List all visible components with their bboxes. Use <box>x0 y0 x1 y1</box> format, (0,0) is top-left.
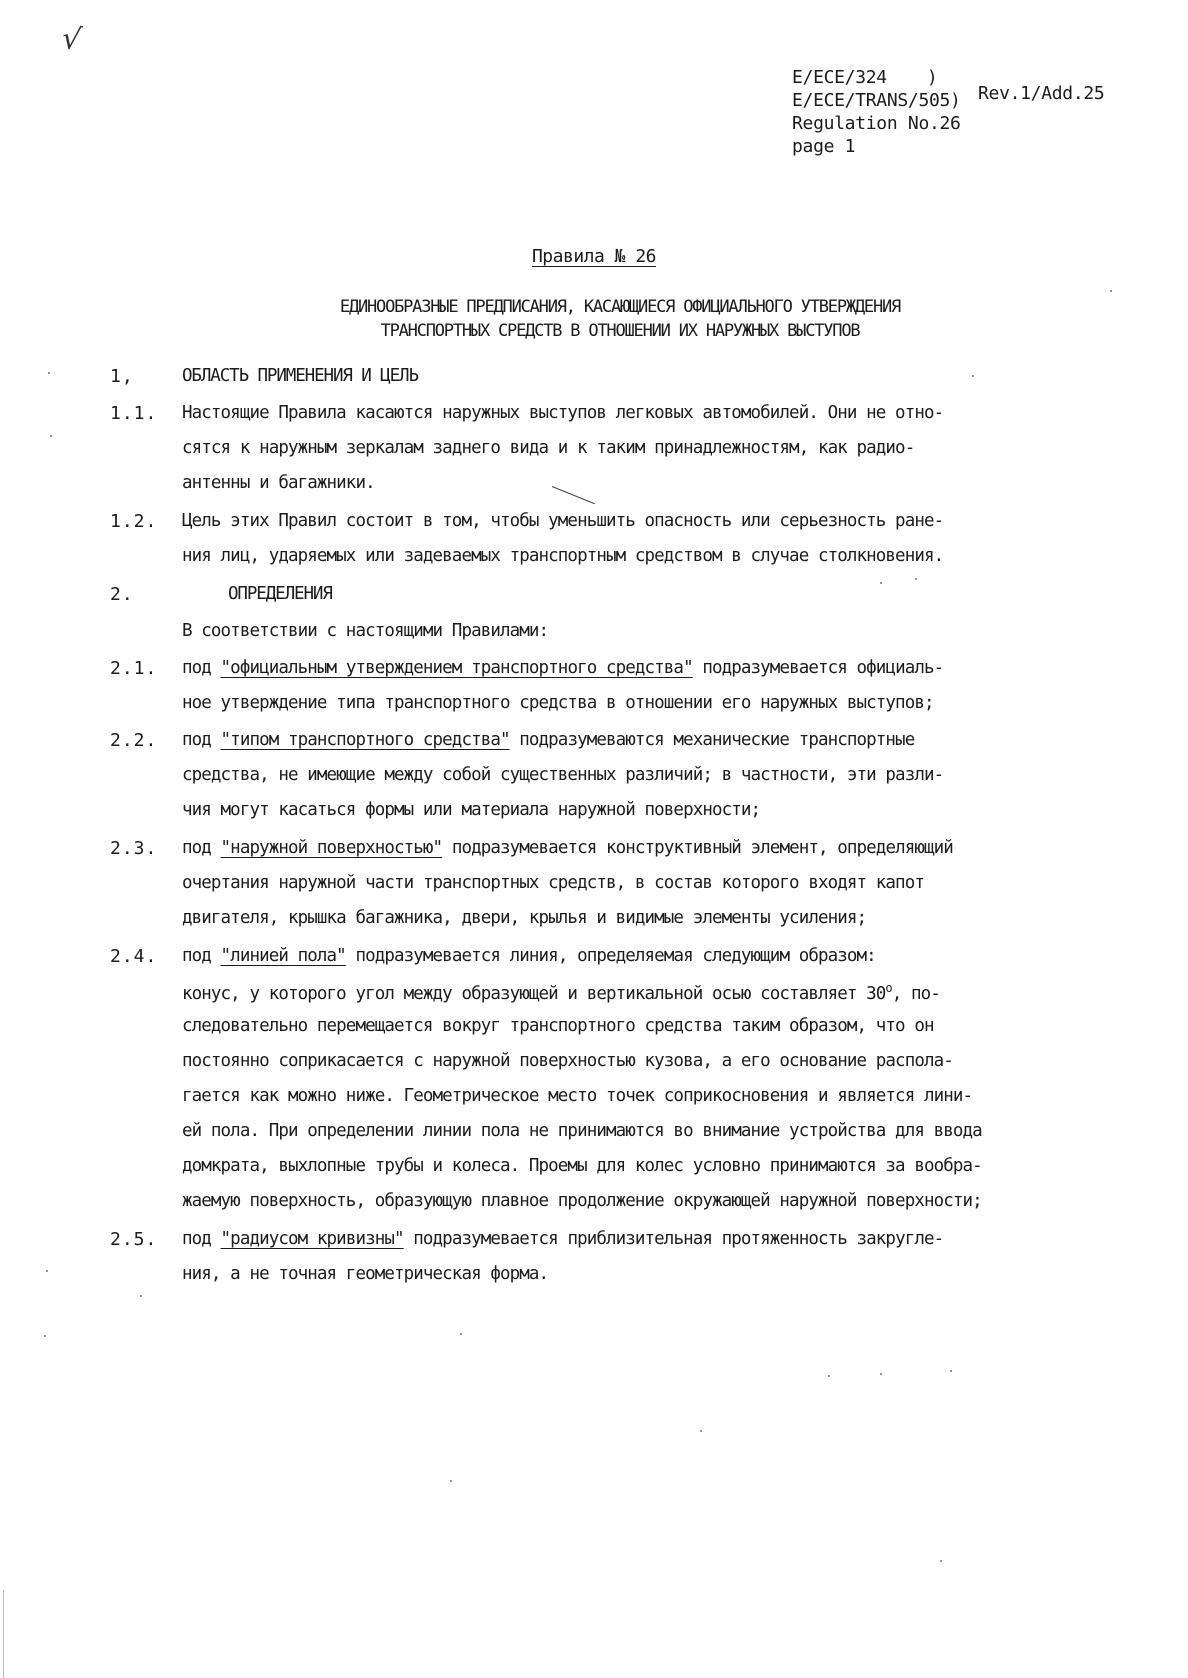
paragraph-2-4-line-3: следовательно перемещается вокруг транспортного средства таким образом, что он <box>182 1016 934 1036</box>
paragraph-2-1-line-1: под "официальным утверждением транспортного средства" подразумевается официаль- <box>182 658 944 678</box>
paragraph-1-2-line-2: ния лиц, ударяемых или задеваемых транспортным средством в случае столкновения. <box>182 546 944 566</box>
section-2-intro: В соответствии с настоящими Правилами: <box>182 621 549 641</box>
paragraph-1-1-line-3: антенны и багажники. <box>182 473 375 493</box>
section-number-1: 1, <box>110 366 134 387</box>
paragraph-number-1-1: 1.1. <box>110 403 158 424</box>
page-title: Правила № 26 <box>531 246 657 267</box>
scan-speck <box>460 1333 462 1335</box>
paragraph-2-2-line-3: чия могут касаться формы или материала наружной поверхности; <box>182 800 761 820</box>
paragraph-2-4-line-1: под "линией пола" подразумевается линия, определяемая следующим образом: <box>182 946 876 966</box>
symbol-regulation: Regulation No.26 <box>792 113 961 134</box>
symbol-line-1: E/ECE/324 ) <box>792 67 938 88</box>
margin-check-mark: √ <box>59 20 84 59</box>
paragraph-number-2-3: 2.3. <box>110 838 158 859</box>
paragraph-2-4-line-6: ей пола. При определении линии пола не принимаются во внимание устройства для ввода <box>182 1121 982 1141</box>
paragraph-1-1-line-2: сятся к наружным зеркалам заднего вида и к таким принадлежностям, как радио- <box>182 438 915 458</box>
paragraph-2-5-line-2: ния, а не точная геометрическая форма. <box>182 1264 549 1284</box>
scan-speck <box>972 375 974 377</box>
term-floor-line: "линией пола" <box>220 946 346 966</box>
scan-speck <box>880 582 882 584</box>
symbol-line-2: E/ECE/TRANS/505) <box>792 90 961 111</box>
section-number-2: 2. <box>110 584 134 605</box>
paragraph-2-1-line-2: ное утверждение типа транспортного средства в отношении его наружных выступов; <box>182 693 934 713</box>
pen-stroke-mark <box>552 486 595 504</box>
scan-edge-line <box>3 1590 4 1678</box>
paragraph-2-5-line-1: под "радиусом кривизны" подразумевается приблизительная протяженность закругле- <box>182 1229 944 1249</box>
paragraph-number-2-2: 2.2. <box>110 730 158 751</box>
subtitle-line-1: ЕДИНООБРАЗНЫЕ ПРЕДПИСАНИЯ, КАСАЮЩИЕСЯ ОФИЦИАЛЬНОГО УТВЕРЖДЕНИЯ <box>339 297 901 317</box>
paragraph-2-4-line-8: жаемую поверхность, образующую плавное продолжение окружающей наружной поверхности; <box>182 1191 982 1211</box>
paragraph-2-4-line-2: конус, у которого угол между образующей и вертикальной осью составляет $30^о$, по- <box>182 981 940 1004</box>
paragraph-2-4-line-5: гается как можно ниже. Геометрическое место точек соприкосновения и является лини- <box>182 1086 973 1106</box>
scan-speck <box>1110 290 1112 292</box>
paragraph-2-3-line-1: под "наружной поверхностью" подразумевается конструктивный элемент, определяющий <box>182 838 953 858</box>
paragraph-number-2-5: 2.5. <box>110 1229 158 1250</box>
paragraph-number-2-4: 2.4. <box>110 946 158 967</box>
term-radius-of-curvature: "радиусом кривизны" <box>220 1229 404 1249</box>
scan-speck <box>915 578 917 580</box>
document-subtitle <box>190 295 1050 343</box>
section-heading-1: ОБЛАСТЬ ПРИМЕНЕНИЯ И ЦЕЛЬ <box>182 366 418 386</box>
scan-speck <box>450 1480 452 1482</box>
degree-sign: о <box>885 981 892 995</box>
scan-speck <box>880 1373 882 1375</box>
scan-speck <box>950 1370 952 1372</box>
term-vehicle-type: "типом транспортного средства" <box>220 730 510 750</box>
paragraph-number-1-2: 1.2. <box>110 511 158 532</box>
term-official-approval: "официальным утверждением транспортного средства" <box>220 658 693 678</box>
scan-speck <box>940 1560 942 1562</box>
paragraph-2-4-line-4: постоянно соприкасается с наружной поверхностью кузова, а его основание распола- <box>182 1051 953 1071</box>
paragraph-2-2-line-1: под "типом транспортного средства" подразумеваются механические транспортные <box>182 730 915 750</box>
document-symbol <box>792 66 1105 158</box>
section-heading-2: ОПРЕДЕЛЕНИЯ <box>228 584 332 604</box>
scan-speck <box>50 435 52 437</box>
symbol-page: page 1 <box>792 136 856 157</box>
scan-speck <box>140 1295 142 1297</box>
paragraph-2-2-line-2: средства, не имеющие между собой существенных различий; в частности, эти разли- <box>182 765 944 785</box>
scan-speck <box>828 1375 830 1377</box>
term-external-surface: "наружной поверхностью" <box>220 838 443 858</box>
subtitle-line-2: ТРАНСПОРТНЫХ СРЕДСТВ В ОТНОШЕНИИ ИХ НАРУЖНЫХ ВЫСТУПОВ <box>380 321 860 341</box>
paragraph-2-4-line-7: домкрата, выхлопные трубы и колеса. Проемы для колес условно принимаются за вообра- <box>182 1156 982 1176</box>
paragraph-1-1-line-1: Настоящие Правила касаются наружных выступов легковых автомобилей. Они не отно- <box>182 403 944 423</box>
paragraph-number-2-1: 2.1. <box>110 658 158 679</box>
paragraph-1-2-line-1: Цель этих Правил состоит в том, чтобы уменьшить опасность или серьезность ране- <box>182 511 944 531</box>
paragraph-2-3-line-3: двигателя, крышка багажника, двери, крылья и видимые элементы усиления; <box>182 908 867 928</box>
scan-speck <box>46 1270 48 1272</box>
scan-speck <box>44 1335 46 1337</box>
scan-speck <box>48 372 50 374</box>
symbol-revision: Rev.1/Add.25 <box>978 83 1105 104</box>
scan-speck <box>700 1430 702 1432</box>
paragraph-2-3-line-2: очертания наружной части транспортных средств, в состав которого входят капот <box>182 873 924 893</box>
